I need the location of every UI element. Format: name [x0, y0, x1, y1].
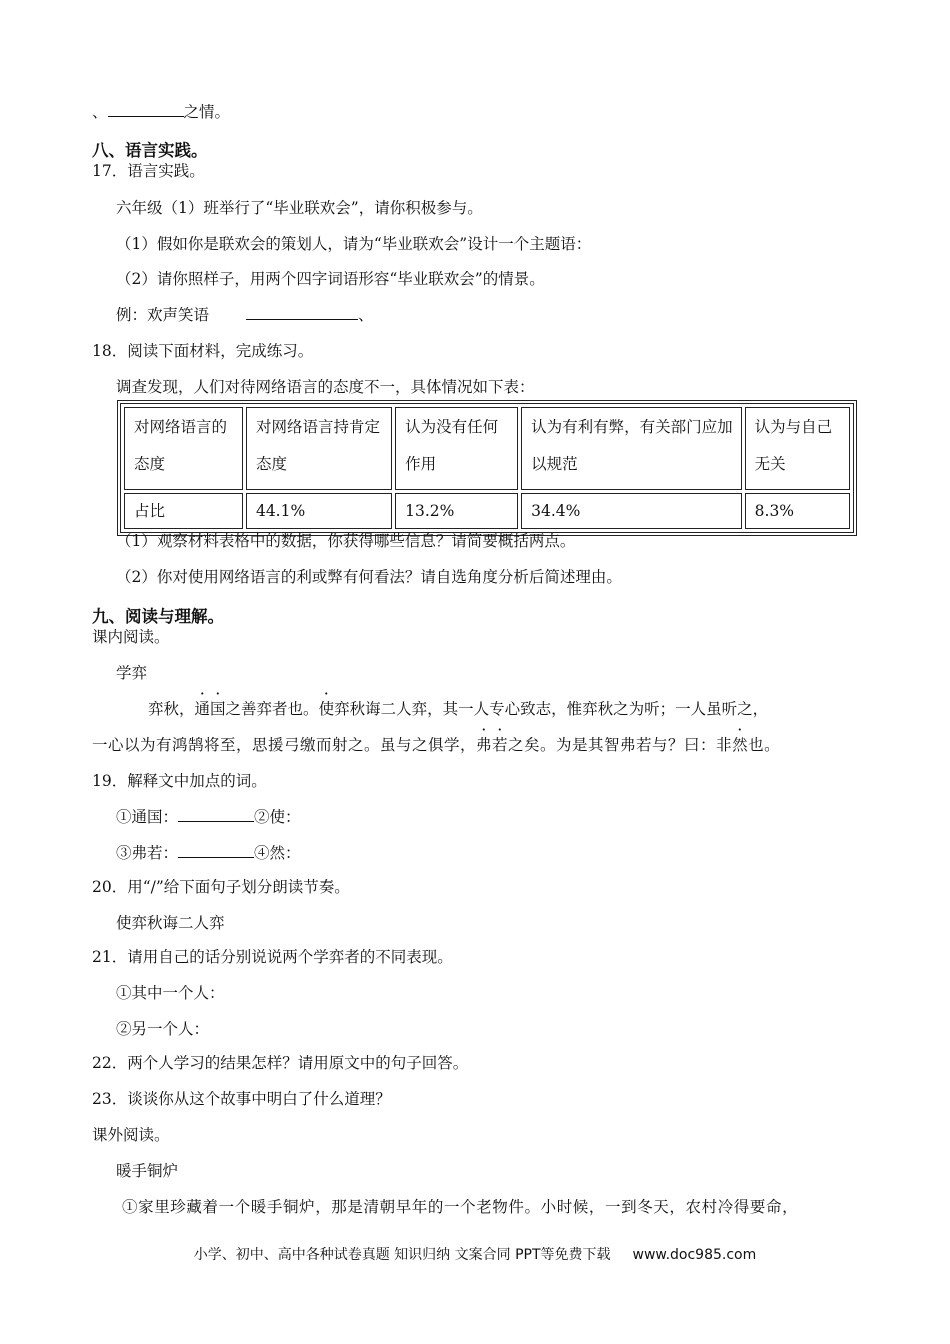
- table-row: [124, 493, 850, 529]
- section-9-title: 九、阅读与理解。: [92, 607, 224, 626]
- table-cell: 认为有利有弊，有关部门应加以规范: [521, 407, 742, 490]
- survey-table: [120, 403, 854, 533]
- section-8-title: 八、语言实践。: [92, 141, 208, 160]
- q20-sentence: 使弈秋诲二人弈: [116, 914, 225, 932]
- q18-intro: 调查发现，人们对待网络语言的态度不一，具体情况如下表：: [116, 378, 535, 396]
- table-cell: 34.4%: [521, 493, 742, 529]
- q18-part2: （2）你对使用网络语言的利或弊有何看法？请自选角度分析后简述理由。: [116, 568, 622, 586]
- q21-item1: ①其中一个人：: [116, 984, 225, 1002]
- table-row: [124, 407, 850, 490]
- table-cell: 44.1%: [246, 493, 392, 529]
- q18-stem: 18．阅读下面材料，完成练习。: [92, 342, 314, 360]
- answer-blank[interactable]: [178, 843, 254, 858]
- passage-paragraph-1: 弈秋，通国之善弈者也。使弈秋诲二人弈，其一人专心致志，惟弈秋之为听；一人虽听之，: [148, 700, 769, 718]
- table-cell: 认为没有任何作用: [395, 407, 518, 490]
- table-cell: 对网络语言持肯定态度: [246, 407, 392, 490]
- table-cell: 认为与自己无关: [745, 407, 850, 490]
- q19-row1: ①通国： ②使：: [116, 808, 301, 826]
- q17-part2: （2）请你照样子，用两个四字词语形容“毕业联欢会”的情景。: [116, 270, 545, 288]
- extra-paragraph-1: ①家里珍藏着一个暖手铜炉，那是清朝早年的一个老物件。小时候，一到冬天，农村冷得要命，: [122, 1198, 799, 1216]
- page-footer: [0, 1244, 950, 1264]
- extra-passage-title: 暖手铜炉: [116, 1162, 179, 1180]
- q19-row2: ③弗若： ④然：: [116, 844, 301, 862]
- extra-reading-label: 课外阅读。: [92, 1126, 170, 1144]
- q20-stem: 20．用“/”给下面句子划分朗读节奏。: [92, 878, 350, 896]
- passage-title: 学弈: [116, 664, 148, 682]
- answer-blank[interactable]: [178, 807, 254, 822]
- in-class-label: 课内阅读。: [92, 628, 170, 646]
- answer-blank[interactable]: [246, 305, 358, 320]
- table-cell: 对网络语言的态度: [124, 407, 243, 490]
- q17-part1: （1）假如你是联欢会的策划人，请为“毕业联欢会”设计一个主题语：: [116, 235, 592, 253]
- q21-item2: ②另一个人：: [116, 1020, 210, 1038]
- answer-blank[interactable]: [108, 102, 184, 117]
- table-cell: 13.2%: [395, 493, 518, 529]
- footer-text: 小学、初中、高中各种试卷真题 知识归纳 文案合同 PPT等免费下载: [193, 1247, 611, 1263]
- q18-part1: （1）观察材料表格中的数据，你获得哪些信息？请简要概括两点。: [116, 532, 576, 550]
- table-cell: 8.3%: [745, 493, 850, 529]
- q23-stem: 23．谈谈你从这个故事中明白了什么道理？: [92, 1090, 391, 1108]
- q22-stem: 22．两个人学习的结果怎样？请用原文中的句子回答。: [92, 1054, 469, 1072]
- footer-url[interactable]: www.doc985.com: [632, 1247, 757, 1263]
- q17-intro: 六年级（1）班举行了“毕业联欢会”，请你积极参与。: [116, 199, 483, 217]
- passage-paragraph-2: 一心以为有鸿鹄将至，思援弓缴而射之。虽与之俱学，弗若之矣。为是其智弗若与？曰：非然也。: [92, 736, 781, 754]
- table-cell: 占比: [124, 493, 243, 529]
- q17-stem: 17．语言实践。: [92, 162, 205, 180]
- continued-line: 、 之情。: [92, 103, 231, 121]
- q19-stem: 19．解释文中加点的词。: [92, 772, 267, 790]
- q21-stem: 21．请用自己的话分别说说两个学弈者的不同表现。: [92, 948, 453, 966]
- q17-example: 例：欢声笑语 、: [116, 306, 374, 324]
